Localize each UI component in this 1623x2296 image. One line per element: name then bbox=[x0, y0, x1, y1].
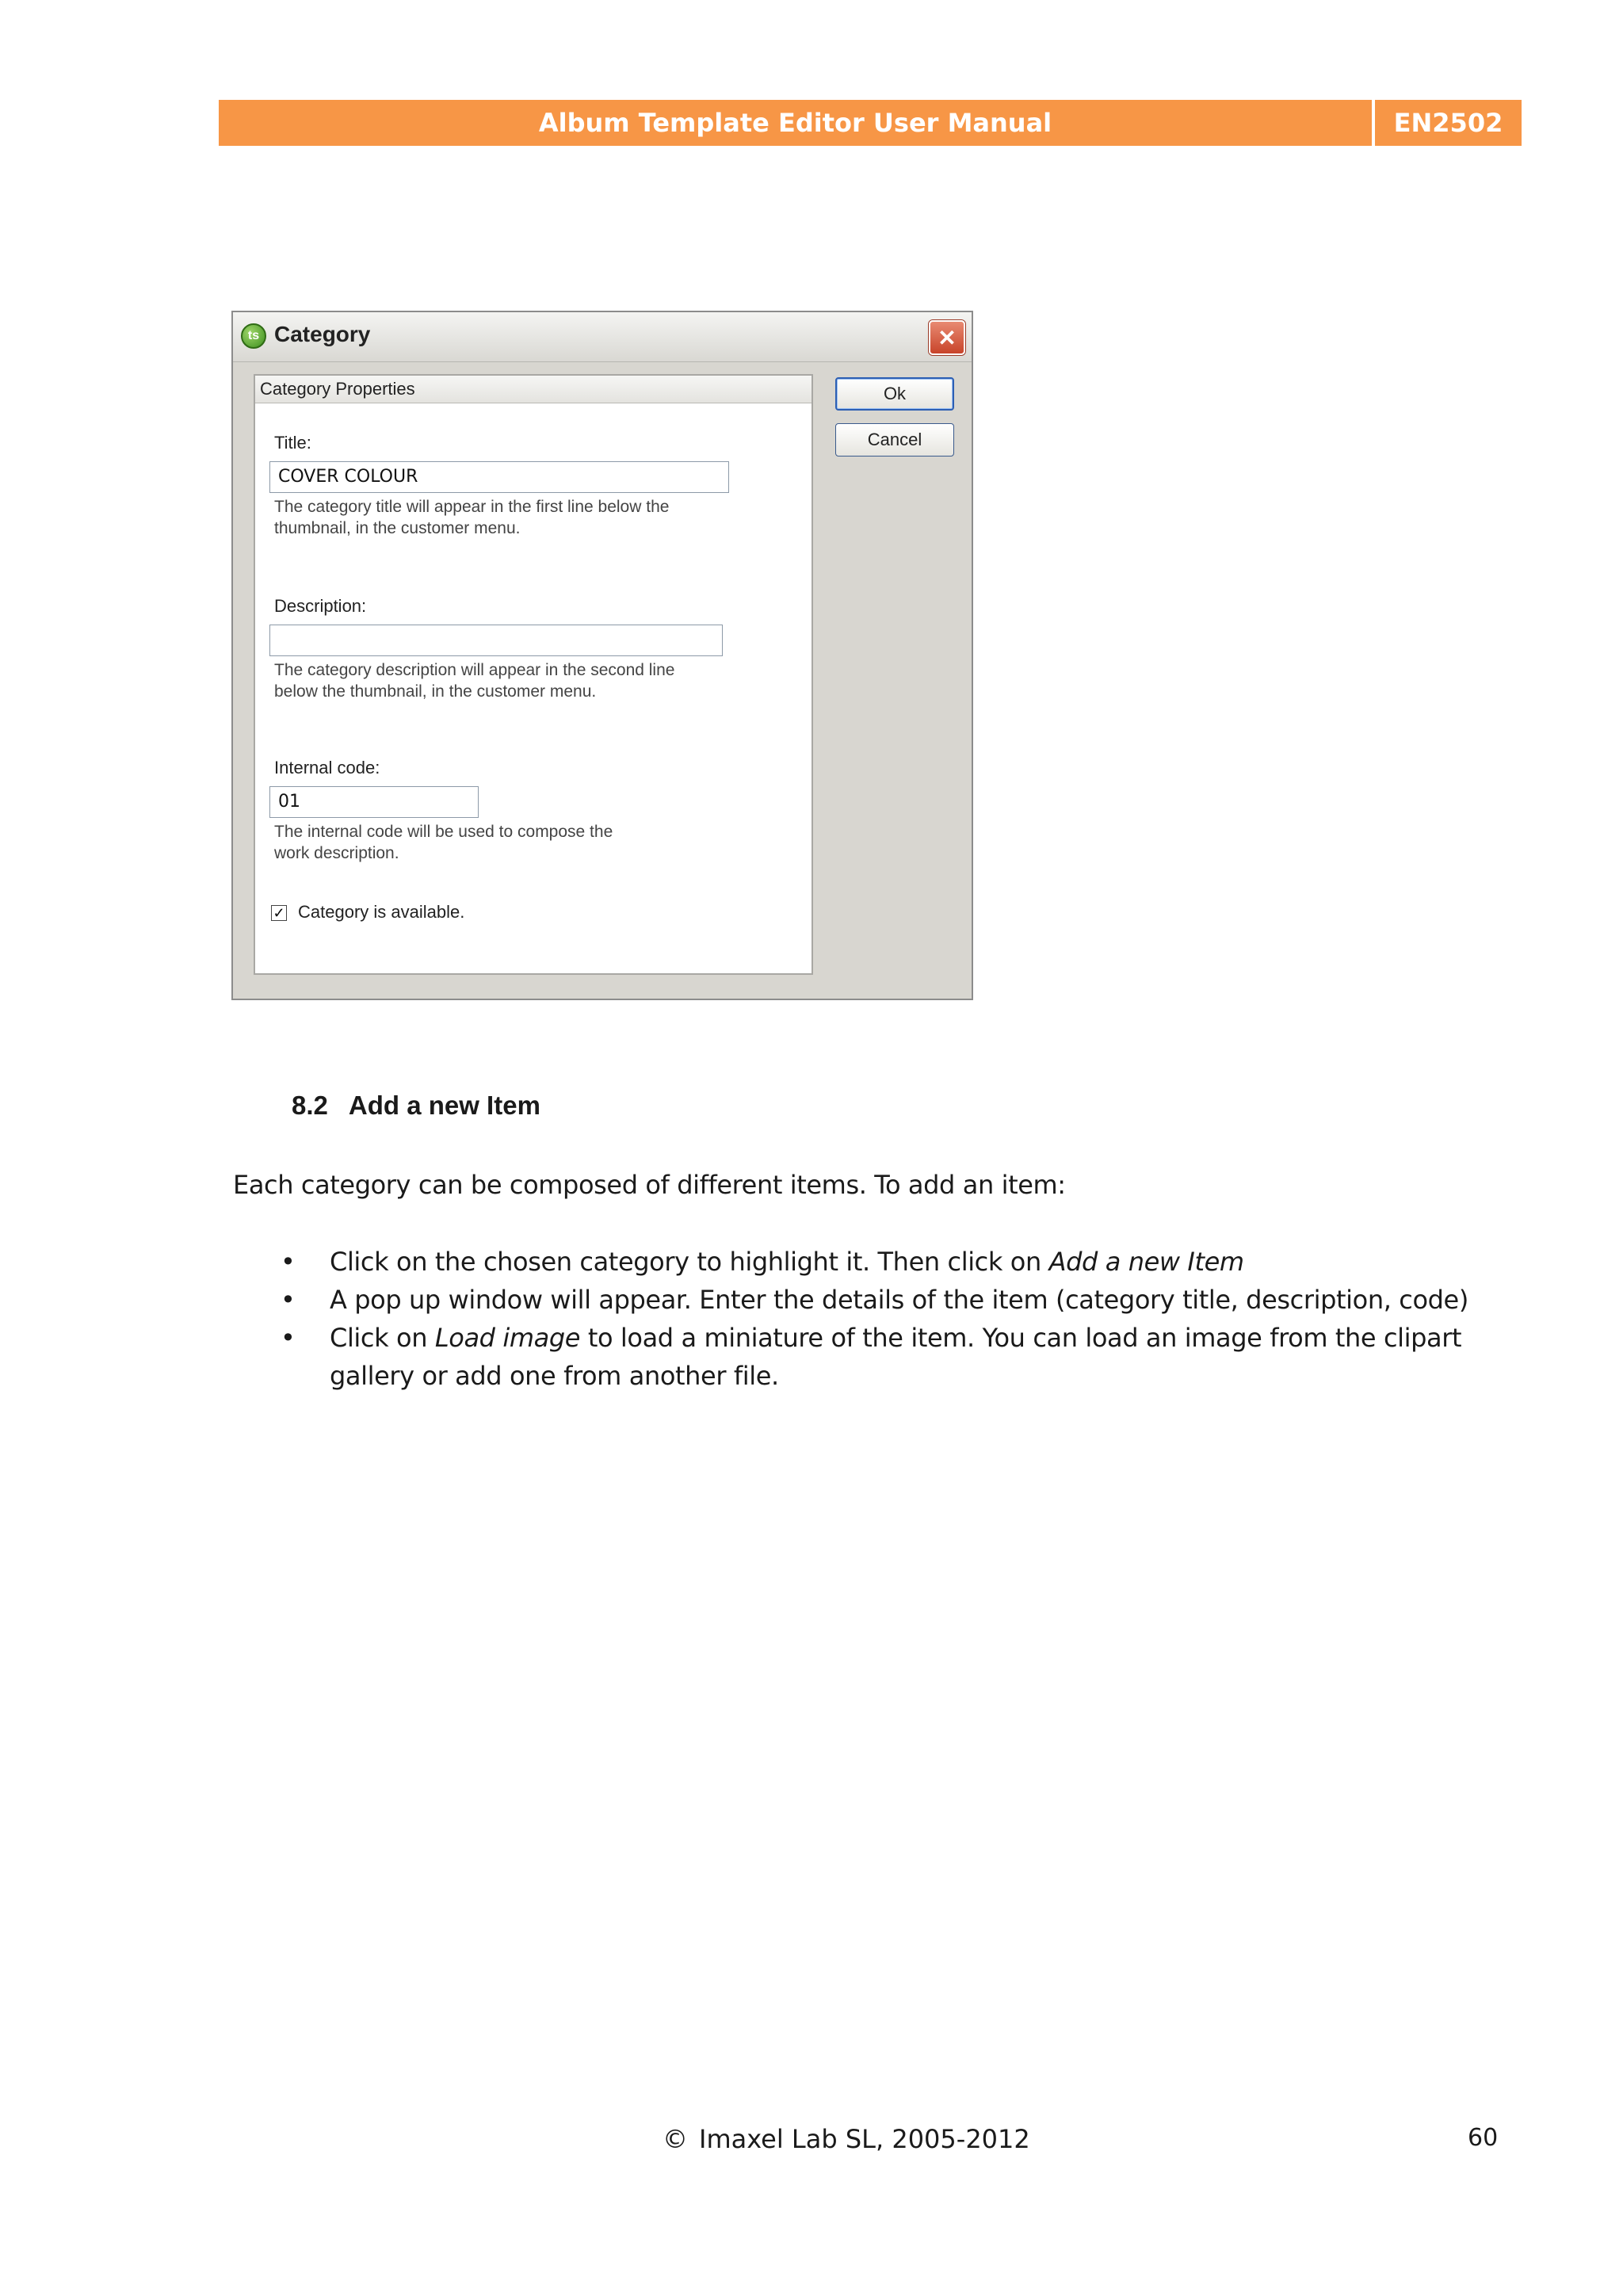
steps-list bbox=[281, 1243, 1485, 1395]
header-title: Album Template Editor User Manual bbox=[219, 100, 1372, 146]
ok-button[interactable]: Ok bbox=[835, 377, 954, 411]
section-heading bbox=[292, 1091, 540, 1121]
list-item: • A pop up window will appear. Enter the details of the item (category title, description, code) bbox=[281, 1281, 1485, 1319]
internal-code-help-text: The internal code will be used to compose the work description. bbox=[274, 823, 613, 862]
dialog-title: Category bbox=[274, 322, 371, 346]
section-title: Add a new Item bbox=[348, 1091, 540, 1120]
page-number: 60 bbox=[1468, 2124, 1499, 2152]
internal-code-input[interactable]: 01 bbox=[269, 786, 479, 818]
footer-copyright: © Imaxel Lab SL, 2005-2012 bbox=[663, 2124, 1030, 2154]
bullet-icon: • bbox=[281, 1285, 296, 1315]
intro-paragraph: Each category can be composed of different items. To add an item: bbox=[233, 1170, 1066, 1200]
bullet-icon: • bbox=[281, 1247, 296, 1277]
description-help-text: The category description will appear in the second line below the thumbnail, in the customer menu. bbox=[274, 661, 675, 701]
available-label: Category is available. bbox=[298, 902, 465, 922]
header-code: EN2502 bbox=[1375, 100, 1522, 146]
category-properties-panel bbox=[254, 374, 813, 975]
section-number: 8.2 bbox=[292, 1091, 328, 1120]
copyright-icon: © bbox=[663, 2124, 688, 2154]
title-label: Title: bbox=[274, 433, 311, 453]
panel-title: Category Properties bbox=[255, 376, 812, 403]
description-input[interactable] bbox=[269, 625, 723, 656]
category-dialog bbox=[231, 311, 973, 1000]
cancel-button[interactable]: Cancel bbox=[835, 423, 954, 457]
page-header bbox=[219, 100, 1522, 146]
app-logo-icon: ts bbox=[241, 323, 266, 349]
title-input[interactable]: COVER COLOUR bbox=[269, 461, 729, 493]
list-item: • Click on Load image to load a miniature of the item. You can load an image from the clipart gallery or add one from another file. bbox=[281, 1319, 1485, 1395]
bullet-icon: • bbox=[281, 1323, 296, 1353]
internal-code-label: Internal code: bbox=[274, 758, 380, 777]
description-label: Description: bbox=[274, 596, 367, 616]
list-item: • Click on the chosen category to highlight it. Then click on Add a new Item bbox=[281, 1243, 1485, 1281]
close-button[interactable]: ✕ bbox=[929, 320, 965, 355]
title-help-text: The category title will appear in the first line below the thumbnail, in the customer menu. bbox=[274, 498, 670, 537]
dialog-titlebar bbox=[233, 312, 972, 362]
available-checkbox[interactable]: ✓ bbox=[271, 905, 287, 921]
